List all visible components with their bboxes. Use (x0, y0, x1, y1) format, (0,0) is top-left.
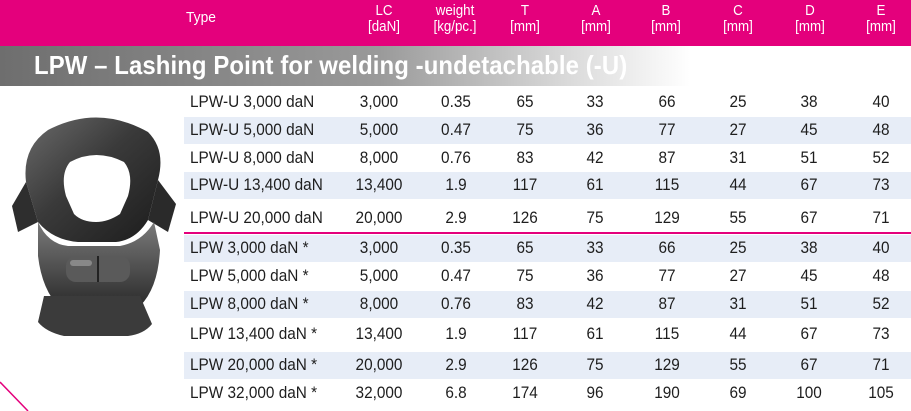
cell-b: 87 (658, 295, 676, 313)
cell-type: LPW 3,000 daN * (190, 239, 309, 257)
cell-lc: 8,000 (359, 295, 399, 313)
table-divider (184, 232, 911, 234)
table-row (184, 205, 911, 232)
table-row (184, 321, 911, 348)
header-col-a (573, 3, 619, 35)
table-row (184, 235, 911, 262)
cell-e: 52 (872, 149, 890, 167)
cell-d: 67 (800, 325, 818, 343)
header-col-lc (358, 3, 410, 35)
cell-c: 31 (729, 295, 747, 313)
cell-c: 69 (729, 384, 747, 402)
cell-b: 66 (658, 239, 676, 257)
cell-e: 73 (872, 325, 890, 343)
cell-weight: 1.9 (445, 176, 467, 194)
corner-accent (0, 380, 40, 411)
cell-e: 40 (872, 93, 890, 111)
cell-b: 87 (658, 149, 676, 167)
cell-type: LPW 32,000 daN * (190, 384, 318, 402)
cell-lc: 13,400 (355, 325, 403, 343)
cell-e: 105 (868, 384, 894, 402)
table-row (184, 172, 911, 199)
cell-d: 45 (800, 267, 818, 285)
cell-lc: 5,000 (359, 121, 399, 139)
header-type: Type (186, 9, 216, 26)
section-title: LPW – Lashing Point for welding -undetachable (-U) (34, 50, 628, 80)
cell-weight: 0.76 (441, 295, 471, 313)
header-col-unit: [daN] (368, 19, 400, 35)
table-row (184, 89, 911, 116)
cell-lc: 32,000 (355, 384, 403, 402)
cell-a: 33 (586, 239, 604, 257)
cell-weight: 0.47 (441, 267, 471, 285)
cell-weight: 2.9 (445, 209, 467, 227)
header-col-t (502, 3, 548, 35)
cell-d: 67 (800, 209, 818, 227)
table-row (184, 380, 911, 407)
cell-d: 38 (800, 239, 818, 257)
cell-type: LPW-U 3,000 daN (190, 93, 315, 111)
cell-a: 96 (586, 384, 604, 402)
cell-lc: 8,000 (359, 149, 399, 167)
cell-a: 75 (586, 356, 604, 374)
cell-a: 42 (586, 295, 604, 313)
table-row (184, 291, 911, 318)
table-row (184, 145, 911, 172)
cell-c: 55 (729, 356, 747, 374)
header-col-label: T (520, 3, 530, 19)
cell-type: LPW 8,000 daN * (190, 295, 309, 313)
cell-t: 126 (512, 356, 538, 374)
header-col-e (858, 3, 904, 35)
cell-weight: 0.35 (441, 239, 471, 257)
table-row (184, 263, 911, 290)
header-col-unit: [mm] (866, 19, 896, 35)
header-col-label: E (876, 3, 886, 19)
cell-lc: 5,000 (359, 267, 399, 285)
cell-a: 61 (586, 325, 604, 343)
cell-c: 25 (729, 93, 747, 111)
cell-b: 190 (654, 384, 680, 402)
header-col-label: B (661, 3, 671, 19)
cell-c: 27 (729, 121, 747, 139)
section-title-bar (0, 46, 690, 86)
cell-c: 55 (729, 209, 747, 227)
cell-e: 40 (872, 239, 890, 257)
cell-t: 117 (512, 325, 538, 343)
cell-lc: 3,000 (359, 239, 399, 257)
header-col-unit: [mm] (581, 19, 611, 35)
cell-type: LPW-U 8,000 daN (190, 149, 315, 167)
cell-weight: 6.8 (445, 384, 467, 402)
cell-a: 61 (586, 176, 604, 194)
cell-e: 48 (872, 267, 890, 285)
cell-lc: 20,000 (355, 356, 403, 374)
header-col-weight (423, 3, 487, 35)
cell-d: 67 (800, 356, 818, 374)
table-row (184, 117, 911, 144)
cell-c: 27 (729, 267, 747, 285)
cell-a: 33 (586, 93, 604, 111)
cell-e: 52 (872, 295, 890, 313)
cell-c: 25 (729, 239, 747, 257)
cell-b: 129 (654, 356, 680, 374)
cell-type: LPW-U 13,400 daN (190, 176, 323, 194)
cell-b: 77 (658, 121, 676, 139)
lashing-point-product-image (8, 110, 184, 340)
cell-d: 67 (800, 176, 818, 194)
cell-e: 71 (872, 209, 890, 227)
cell-a: 42 (586, 149, 604, 167)
cell-t: 83 (516, 295, 534, 313)
cell-type: LPW 20,000 daN * (190, 356, 318, 374)
cell-weight: 0.76 (441, 149, 471, 167)
header-col-d (787, 3, 833, 35)
header-col-unit: [mm] (723, 19, 753, 35)
cell-b: 115 (654, 325, 680, 343)
cell-weight: 1.9 (445, 325, 467, 343)
cell-e: 71 (872, 356, 890, 374)
cell-a: 36 (586, 267, 604, 285)
cell-a: 36 (586, 121, 604, 139)
cell-t: 75 (516, 121, 534, 139)
cell-t: 65 (516, 239, 534, 257)
header-col-label: LC (375, 3, 393, 19)
header-col-label: weight (435, 3, 475, 19)
cell-t: 65 (516, 93, 534, 111)
cell-weight: 2.9 (445, 356, 467, 374)
cell-c: 44 (729, 325, 747, 343)
cell-type: LPW 13,400 daN * (190, 325, 318, 343)
cell-b: 66 (658, 93, 676, 111)
header-col-b (643, 3, 689, 35)
header-col-label: A (591, 3, 601, 19)
cell-d: 38 (800, 93, 818, 111)
cell-t: 126 (512, 209, 538, 227)
cell-d: 51 (800, 295, 818, 313)
cell-lc: 3,000 (359, 93, 399, 111)
cell-d: 100 (796, 384, 822, 402)
table-header (0, 0, 911, 46)
header-col-unit: [mm] (795, 19, 825, 35)
cell-t: 83 (516, 149, 534, 167)
header-col-label: D (805, 3, 815, 19)
cell-d: 45 (800, 121, 818, 139)
cell-b: 129 (654, 209, 680, 227)
header-col-unit: [kg/pc.] (433, 19, 477, 35)
cell-t: 75 (516, 267, 534, 285)
table-row (184, 352, 911, 379)
cell-c: 31 (729, 149, 747, 167)
cell-type: LPW 5,000 daN * (190, 267, 309, 285)
header-col-unit: [mm] (651, 19, 681, 35)
cell-weight: 0.35 (441, 93, 471, 111)
cell-b: 115 (654, 176, 680, 194)
cell-t: 117 (512, 176, 538, 194)
cell-e: 73 (872, 176, 890, 194)
cell-e: 48 (872, 121, 890, 139)
cell-lc: 13,400 (355, 176, 403, 194)
cell-b: 77 (658, 267, 676, 285)
header-col-label: C (733, 3, 743, 19)
cell-type: LPW-U 5,000 daN (190, 121, 315, 139)
cell-type: LPW-U 20,000 daN (190, 209, 323, 227)
cell-lc: 20,000 (355, 209, 403, 227)
cell-a: 75 (586, 209, 604, 227)
header-col-unit: [mm] (510, 19, 540, 35)
cell-t: 174 (512, 384, 538, 402)
cell-weight: 0.47 (441, 121, 471, 139)
cell-c: 44 (729, 176, 747, 194)
header-col-c (715, 3, 761, 35)
cell-d: 51 (800, 149, 818, 167)
